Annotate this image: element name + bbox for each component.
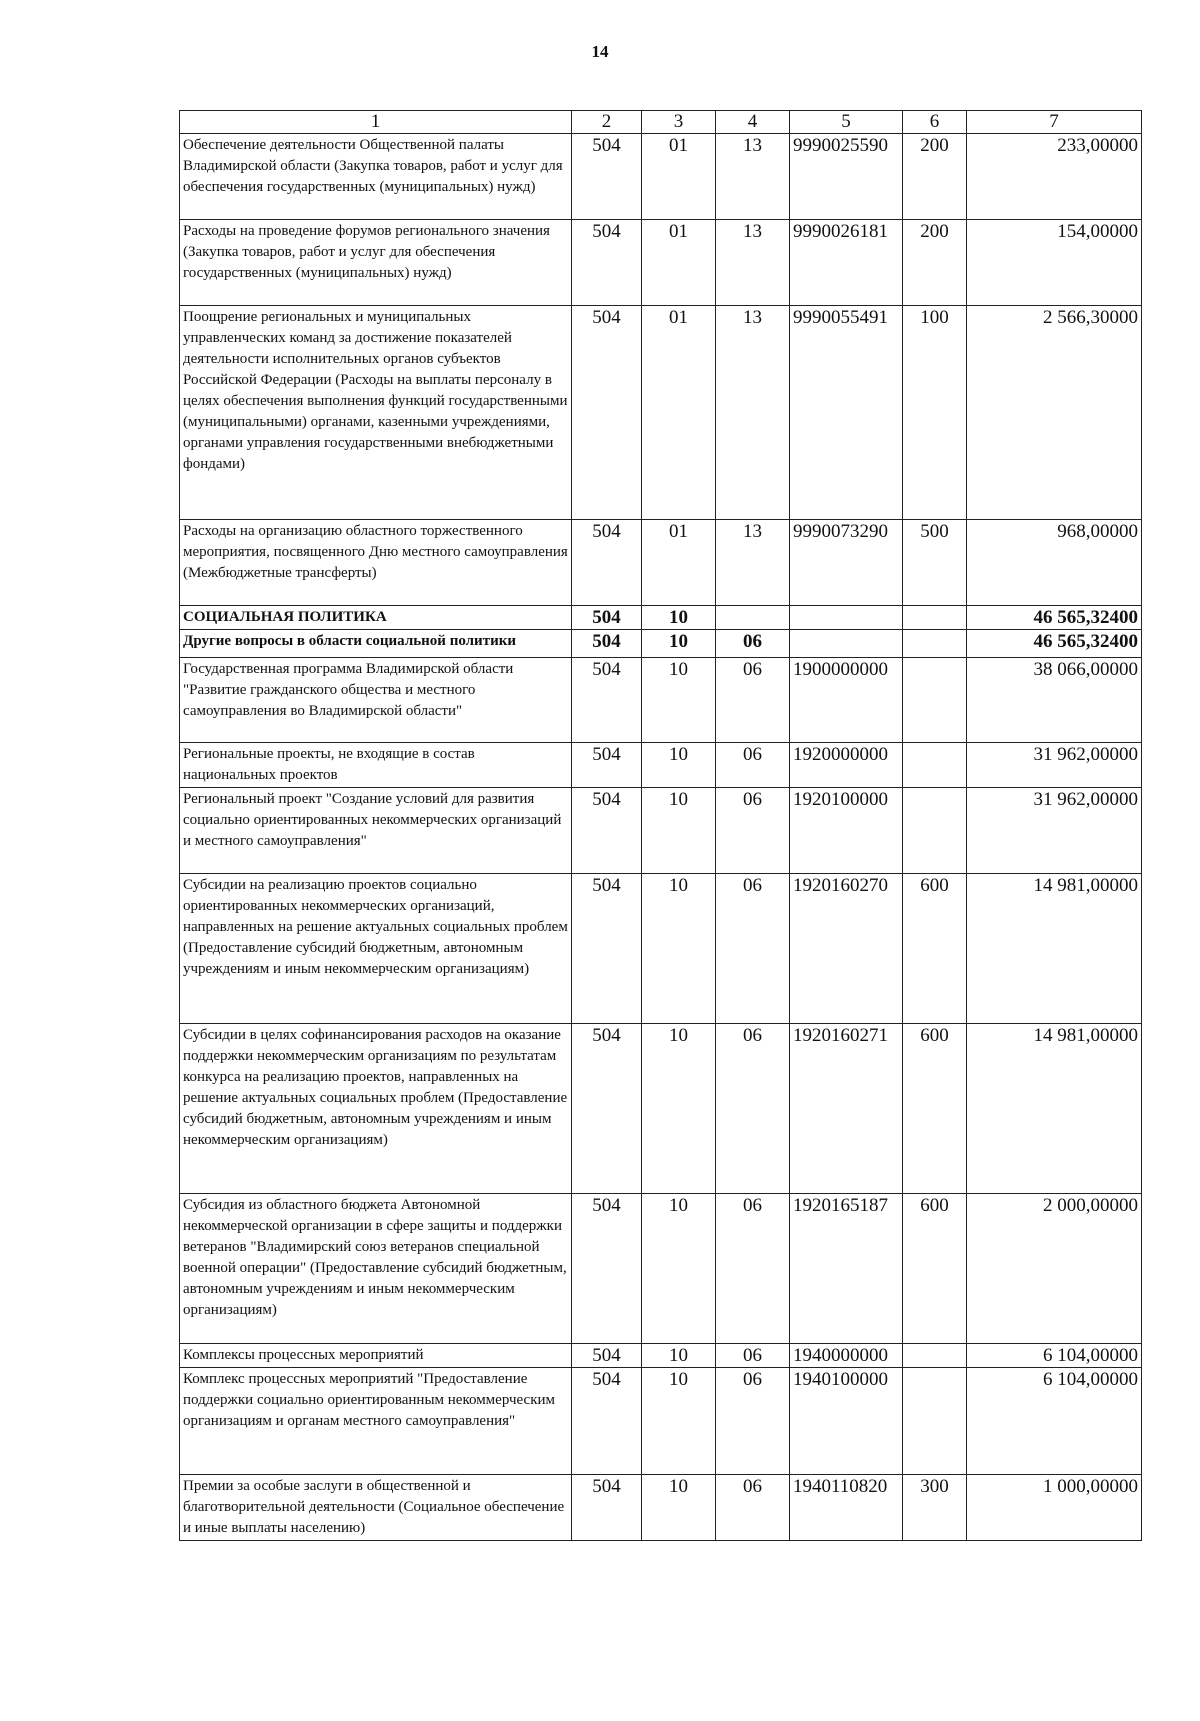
code-admin: 504	[572, 134, 642, 220]
amount: 2 000,00000	[967, 1194, 1142, 1344]
amount: 2 566,30000	[967, 306, 1142, 520]
code-admin: 504	[572, 606, 642, 630]
code-admin: 504	[572, 220, 642, 306]
table-header-row	[180, 111, 1142, 134]
code-subsection: 13	[716, 520, 790, 606]
row-name: Субсидия из областного бюджета Автономной некоммерческой организации в сфере защиты и поддержки ветеранов "Владимирский союз ветеранов специальной военной операции" (Предоставление субсидий бюджетным, автономным учреждениям и иным некоммерческим организациям)	[180, 1194, 572, 1344]
header-cell: 1	[180, 111, 572, 134]
table-row	[180, 306, 1142, 520]
code-subsection: 06	[716, 1194, 790, 1344]
code-subsection: 06	[716, 1368, 790, 1475]
code-section: 10	[642, 874, 716, 1024]
section-row	[180, 606, 1142, 630]
code-expense-type	[903, 630, 967, 658]
table-row	[180, 1344, 1142, 1368]
code-target: 9990025590	[790, 134, 903, 220]
code-section: 01	[642, 306, 716, 520]
table-row	[180, 1475, 1142, 1541]
row-name: Субсидии на реализацию проектов социально ориентированных некоммерческих организаций, направленных на решение актуальных социальных проблем (Предоставление субсидий бюджетным, автономным учреждениям и иным некоммерческим организациям)	[180, 874, 572, 1024]
table-row	[180, 743, 1142, 788]
code-subsection: 06	[716, 630, 790, 658]
code-admin: 504	[572, 874, 642, 1024]
row-name: Комплексы процессных мероприятий	[180, 1344, 572, 1368]
code-admin: 504	[572, 658, 642, 743]
amount: 14 981,00000	[967, 1024, 1142, 1194]
amount: 46 565,32400	[967, 630, 1142, 658]
table-row	[180, 788, 1142, 874]
code-target: 1920165187	[790, 1194, 903, 1344]
row-name: Расходы на проведение форумов регионального значения (Закупка товаров, работ и услуг для обеспечения государственных (муниципальных) нужд)	[180, 220, 572, 306]
amount: 31 962,00000	[967, 743, 1142, 788]
amount: 6 104,00000	[967, 1368, 1142, 1475]
row-name: Региональный проект "Создание условий для развития социально ориентированных некоммерческих организаций и местного самоуправления"	[180, 788, 572, 874]
code-admin: 504	[572, 1368, 642, 1475]
code-target: 1920000000	[790, 743, 903, 788]
header-cell: 7	[967, 111, 1142, 134]
header-cell: 5	[790, 111, 903, 134]
budget-table	[179, 110, 1142, 1541]
row-name: Расходы на организацию областного торжественного мероприятия, посвященного Дню местного самоуправления (Межбюджетные трансферты)	[180, 520, 572, 606]
code-expense-type	[903, 606, 967, 630]
code-expense-type: 300	[903, 1475, 967, 1541]
code-admin: 504	[572, 743, 642, 788]
row-name: Обеспечение деятельности Общественной палаты Владимирской области (Закупка товаров, работ и услуг для обеспечения государственных (муниципальных) нужд)	[180, 134, 572, 220]
code-subsection: 06	[716, 658, 790, 743]
code-target: 9990055491	[790, 306, 903, 520]
table-row	[180, 1024, 1142, 1194]
header-cell: 4	[716, 111, 790, 134]
code-admin: 504	[572, 788, 642, 874]
code-section: 01	[642, 220, 716, 306]
header-cell: 2	[572, 111, 642, 134]
code-admin: 504	[572, 1475, 642, 1541]
code-expense-type: 600	[903, 1194, 967, 1344]
code-section: 01	[642, 134, 716, 220]
code-section: 10	[642, 658, 716, 743]
table-row	[180, 220, 1142, 306]
code-section: 10	[642, 788, 716, 874]
code-expense-type: 600	[903, 874, 967, 1024]
code-section: 10	[642, 1024, 716, 1194]
code-target: 1920160271	[790, 1024, 903, 1194]
code-target: 1920100000	[790, 788, 903, 874]
code-subsection: 06	[716, 1475, 790, 1541]
code-expense-type	[903, 788, 967, 874]
table-row	[180, 1368, 1142, 1475]
code-expense-type: 500	[903, 520, 967, 606]
code-target	[790, 630, 903, 658]
code-section: 10	[642, 743, 716, 788]
amount: 31 962,00000	[967, 788, 1142, 874]
code-section: 10	[642, 1475, 716, 1541]
amount: 46 565,32400	[967, 606, 1142, 630]
code-section: 10	[642, 1344, 716, 1368]
code-expense-type	[903, 1344, 967, 1368]
amount: 1 000,00000	[967, 1475, 1142, 1541]
row-name: Комплекс процессных мероприятий "Предоставление поддержки социально ориентированным некоммерческим организациям и органам местного самоуправления"	[180, 1368, 572, 1475]
header-cell: 3	[642, 111, 716, 134]
code-section: 01	[642, 520, 716, 606]
code-target: 1920160270	[790, 874, 903, 1024]
table-row	[180, 134, 1142, 220]
table-row	[180, 874, 1142, 1024]
table-row	[180, 1194, 1142, 1344]
amount: 38 066,00000	[967, 658, 1142, 743]
code-target: 9990026181	[790, 220, 903, 306]
amount: 233,00000	[967, 134, 1142, 220]
code-target: 1940000000	[790, 1344, 903, 1368]
code-expense-type	[903, 658, 967, 743]
code-target	[790, 606, 903, 630]
code-target: 1940100000	[790, 1368, 903, 1475]
amount: 14 981,00000	[967, 874, 1142, 1024]
subsection-row	[180, 630, 1142, 658]
row-name: Поощрение региональных и муниципальных управленческих команд за достижение показателей деятельности исполнительных органов субъектов Российской Федерации (Расходы на выплаты персоналу в целях обеспечения выполнения функций государственными (муниципальными) органами, казенными учреждениями, органами управления государственными внебюджетными фондами)	[180, 306, 572, 520]
code-admin: 504	[572, 306, 642, 520]
code-target: 1900000000	[790, 658, 903, 743]
code-subsection: 13	[716, 306, 790, 520]
code-expense-type: 100	[903, 306, 967, 520]
code-subsection: 13	[716, 134, 790, 220]
code-section: 10	[642, 1368, 716, 1475]
amount: 968,00000	[967, 520, 1142, 606]
code-subsection: 06	[716, 874, 790, 1024]
amount: 154,00000	[967, 220, 1142, 306]
code-admin: 504	[572, 630, 642, 658]
code-target: 1940110820	[790, 1475, 903, 1541]
code-expense-type	[903, 1368, 967, 1475]
code-expense-type: 600	[903, 1024, 967, 1194]
row-name: СОЦИАЛЬНАЯ ПОЛИТИКА	[180, 606, 572, 630]
code-subsection: 06	[716, 1344, 790, 1368]
code-expense-type: 200	[903, 220, 967, 306]
header-cell: 6	[903, 111, 967, 134]
code-section: 10	[642, 1194, 716, 1344]
code-subsection: 06	[716, 1024, 790, 1194]
code-section: 10	[642, 630, 716, 658]
row-name: Другие вопросы в области социальной политики	[180, 630, 572, 658]
code-subsection: 13	[716, 220, 790, 306]
code-section: 10	[642, 606, 716, 630]
amount: 6 104,00000	[967, 1344, 1142, 1368]
code-subsection	[716, 606, 790, 630]
row-name: Премии за особые заслуги в общественной и благотворительной деятельности (Социальное обеспечение и иные выплаты населению)	[180, 1475, 572, 1541]
code-admin: 504	[572, 1194, 642, 1344]
code-expense-type	[903, 743, 967, 788]
code-target: 9990073290	[790, 520, 903, 606]
row-name: Субсидии в целях софинансирования расходов на оказание поддержки некоммерческим организациям по результатам конкурса на реализацию проектов, направленных на решение актуальных социальных проблем (Предоставление субсидий бюджетным, автономным учреждениям и иным некоммерческим организациям)	[180, 1024, 572, 1194]
page-number: 14	[591, 42, 609, 61]
row-name: Региональные проекты, не входящие в состав национальных проектов	[180, 743, 572, 788]
table-row	[180, 520, 1142, 606]
code-admin: 504	[572, 1344, 642, 1368]
code-admin: 504	[572, 520, 642, 606]
table-row	[180, 658, 1142, 743]
row-name: Государственная программа Владимирской области "Развитие гражданского общества и местного самоуправления во Владимирской области"	[180, 658, 572, 743]
code-subsection: 06	[716, 788, 790, 874]
code-subsection: 06	[716, 743, 790, 788]
code-expense-type: 200	[903, 134, 967, 220]
code-admin: 504	[572, 1024, 642, 1194]
